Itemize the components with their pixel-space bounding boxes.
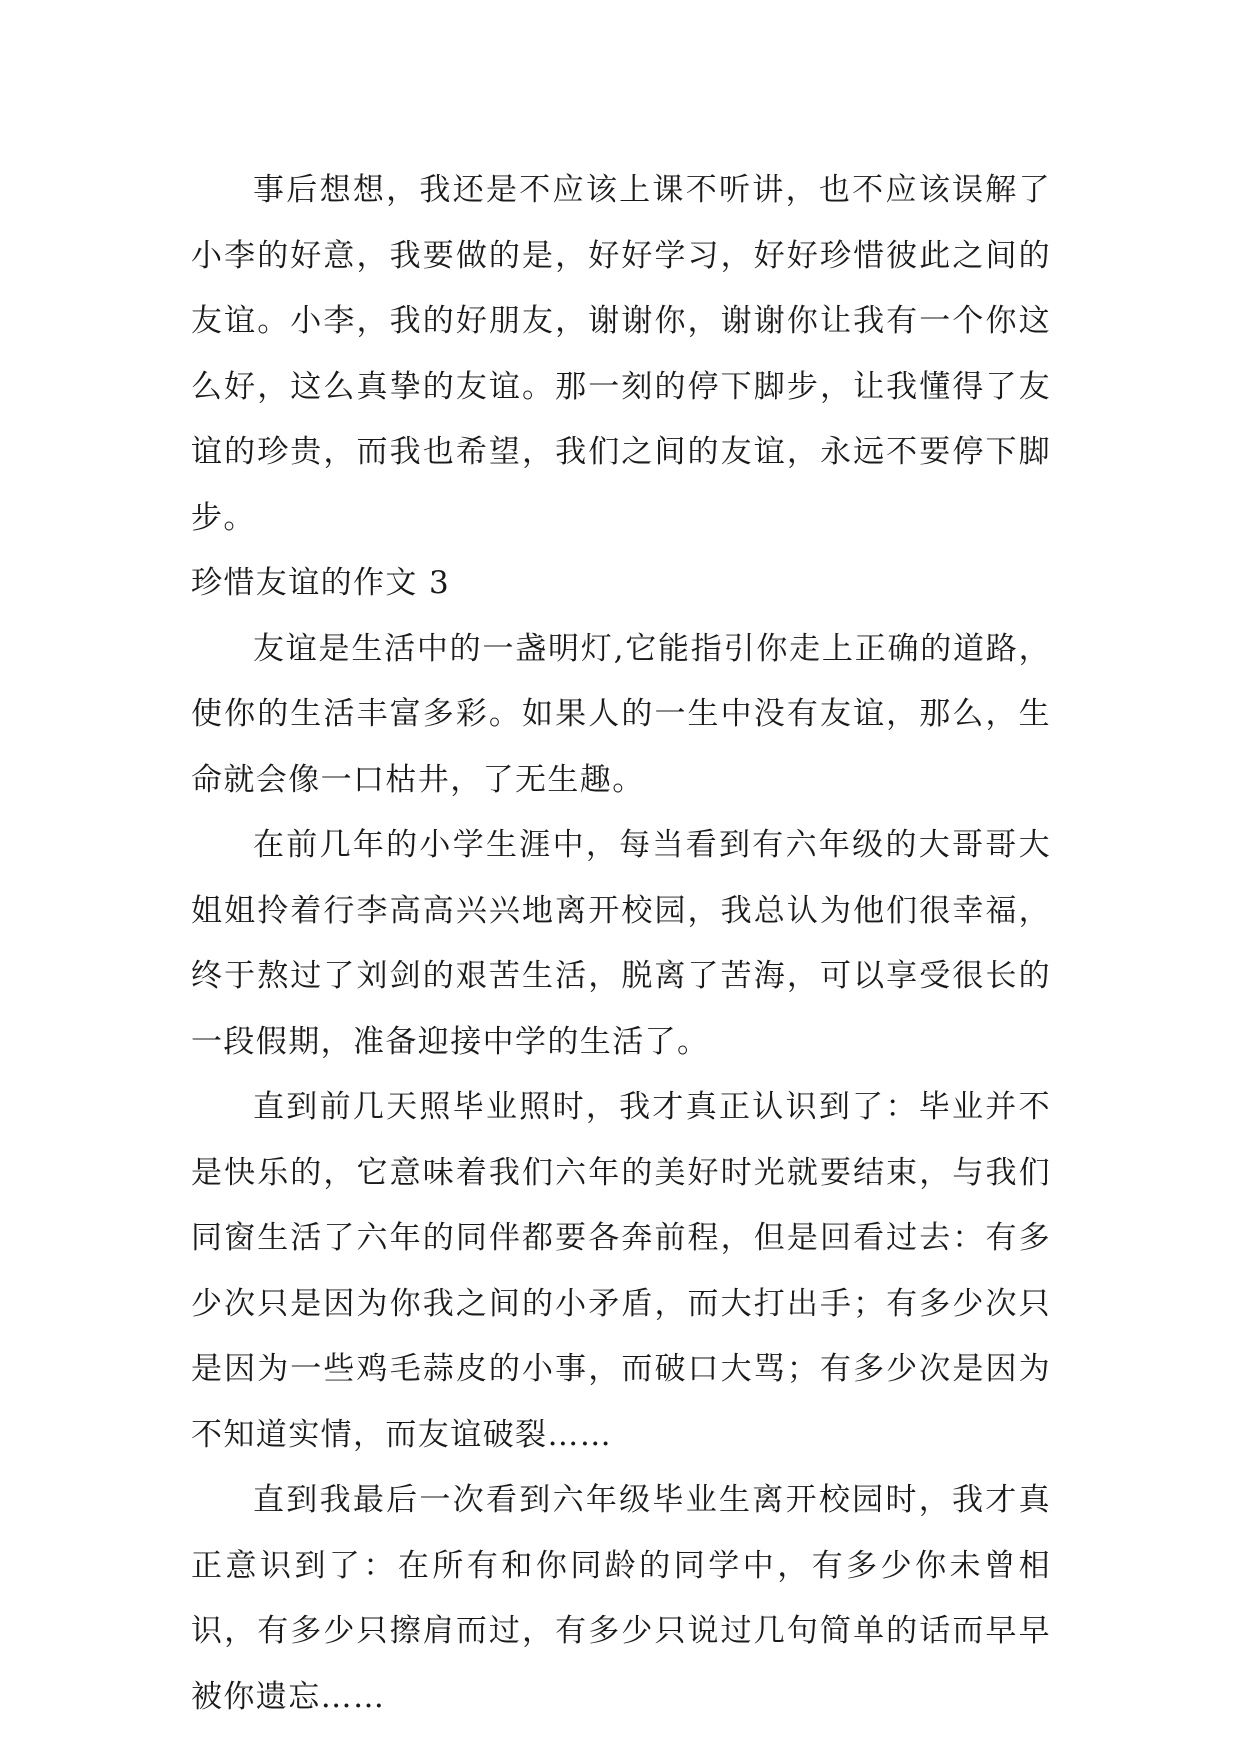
paragraph: 友谊是生活中的一盏明灯,它能指引你走上正确的道路，使你的生活丰富多彩。如果人的一生中没有友谊，那么，生命就会像一口枯井，了无生趣。: [191, 630, 1051, 798]
document-body: [191, 158, 1051, 1730]
paragraph-continuation: 事后想想，我还是不应该上课不听讲，也不应该误解了小李的好意，我要做的是，好好学习，好好珍惜彼此之间的友谊。小李，我的好朋友，谢谢你，谢谢你让我有一个你这么好，这么真挚的友谊。那一刻的停下脚步，让我懂得了友谊的珍贵，而我也希望，我们之间的友谊，永远不要停下脚步。: [191, 172, 1051, 536]
paragraph: 直到前几天照毕业照时，我才真正认识到了：毕业并不是快乐的，它意味着我们六年的美好时光就要结束，与我们同窗生活了六年的同伴都要各奔前程，但是回看过去：有多少次只是因为你我之间的小矛盾，而大打出手；有多少次只是因为一些鸡毛蒜皮的小事，而破口大骂；有多少次是因为不知道实情，而友谊破裂……: [191, 1089, 1051, 1453]
paragraph: 在前几年的小学生涯中，每当看到有六年级的大哥哥大姐姐拎着行李高高兴兴地离开校园，我总认为他们很幸福，终于熬过了刘剑的艰苦生活，脱离了苦海，可以享受很长的一段假期，准备迎接中学的生活了。: [191, 827, 1051, 1060]
paragraph: 直到我最后一次看到六年级毕业生离开校园时，我才真正意识到了：在所有和你同龄的同学中，有多少你未曾相识，有多少只擦肩而过，有多少只说过几句简单的话而早早被你遗忘……: [191, 1482, 1051, 1715]
section-title: 珍惜友谊的作文 3: [191, 565, 451, 601]
